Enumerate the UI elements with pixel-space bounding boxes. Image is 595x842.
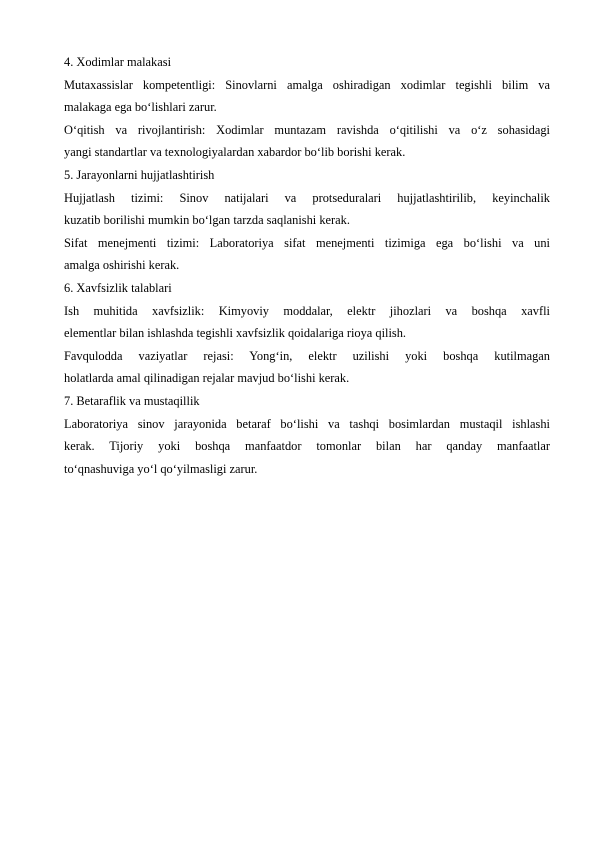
- paragraph-line: Ish muhitida xavfsizlik: Kimyoviy moddalar, elektr jihozlari va boshqa xavfli: [64, 303, 550, 318]
- section-heading: 4. Xodimlar malakasi: [64, 55, 172, 69]
- paragraph-line: kuzatib borilishi mumkin bo‘lgan tarzda saqlanishi kerak.: [64, 213, 350, 228]
- paragraph-line: O‘qitish va rivojlantirish: Xodimlar muntazam ravishda o‘qitilishi va o‘z sohasidagi: [64, 122, 550, 137]
- paragraph-line: malakaga ega bo‘lishlari zarur.: [64, 100, 217, 115]
- paragraph-line: to‘qnashuviga yo‘l qo‘yilmasligi zarur.: [64, 461, 258, 476]
- paragraph-line: Laboratoriya sinov jarayonida betaraf bo‘lishi va tashqi bosimlardan mustaqil ishlashi: [64, 416, 550, 431]
- section-heading: 5. Jarayonlarni hujjatlashtirish: [64, 167, 215, 182]
- section-heading: 6. Xavfsizlik talablari: [64, 280, 172, 295]
- paragraph-line: Hujjatlash tizimi: Sinov natijalari va protseduralari hujjatlashtirilib, keyinchalik: [64, 190, 550, 205]
- paragraph-line: Sifat menejmenti tizimi: Laboratoriya sifat menejmenti tizimiga ega bo‘lishi va uni: [64, 235, 550, 250]
- paragraph-line: amalga oshirishi kerak.: [64, 258, 180, 273]
- section-heading: 7. Betaraflik va mustaqillik: [64, 393, 200, 408]
- paragraph-line: Favqulodda vaziyatlar rejasi: Yong‘in, elektr uzilishi yoki boshqa kutilmagan: [64, 348, 550, 363]
- paragraph-line: yangi standartlar va texnologiyalardan xabardor bo‘lib borishi kerak.: [64, 145, 406, 160]
- paragraph-line: Mutaxassislar kompetentligi: Sinovlarni amalga oshiradigan xodimlar tegishli bilim va: [64, 77, 550, 92]
- paragraph-line: holatlarda amal qilinadigan rejalar mavjud bo‘lishi kerak.: [64, 371, 350, 386]
- paragraph-line: kerak. Tijoriy yoki boshqa manfaatdor tomonlar bilan har qanday manfaatlar: [64, 439, 550, 454]
- paragraph-line: elementlar bilan ishlashda tegishli xavfsizlik qoidalariga rioya qilish.: [64, 326, 407, 341]
- document-page: [64, 51, 550, 480]
